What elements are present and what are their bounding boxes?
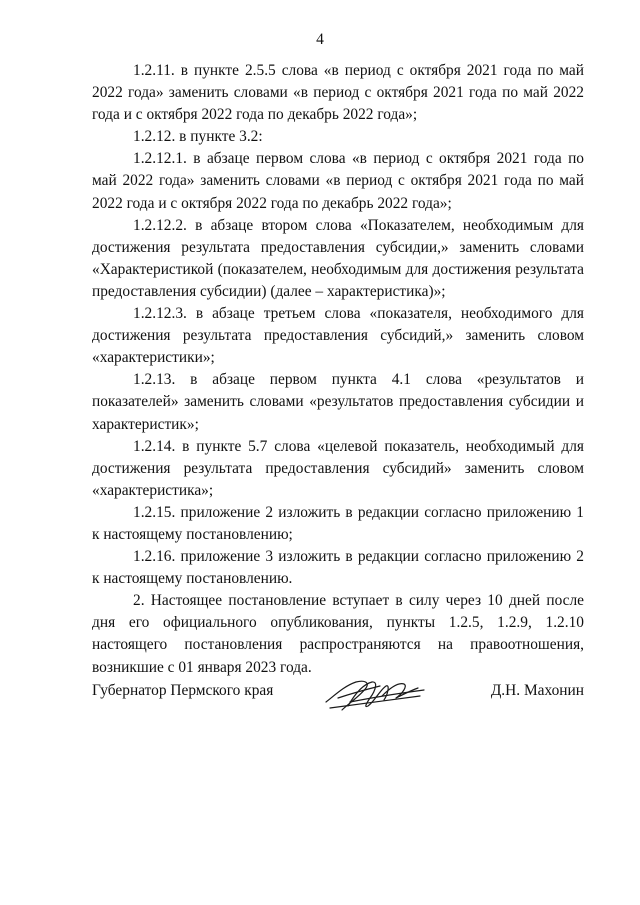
page-number: 4 — [316, 31, 324, 48]
paragraph-1-2-16: 1.2.16. приложение 3 изложить в редакции согласно приложению 2 к настоящему постановлению. — [92, 548, 584, 588]
signatory-name: Д.Н. Махонин — [490, 682, 584, 699]
paragraph-1-2-12-2: 1.2.12.2. в абзаце втором слова «Показателем, необходимым для достижения результата предоставления субсидии,» заменить словами «Характеристикой (показателем, необходимым для достижения результата предоставления субсидии) (далее – характеристика)»; — [92, 216, 584, 300]
paragraph-1-2-14: 1.2.14. в пункте 5.7 слова «целевой показатель, необходимый для достижения результата предоставления субсидий» заменить словом «характеристика»; — [92, 437, 584, 499]
document-body — [92, 60, 584, 679]
signatory-role: Губернатор Пермского края — [92, 682, 274, 699]
paragraph-1-2-15: 1.2.15. приложение 2 изложить в редакции согласно приложению 1 к настоящему постановлению; — [92, 503, 584, 543]
paragraph-1-2-12-3: 1.2.12.3. в абзаце третьем слова «показателя, необходимого для достижения результата предоставления субсидий,» заменить словом «характеристики»; — [92, 305, 584, 367]
paragraph-1-2-11: 1.2.11. в пункте 2.5.5 слова «в период с октября 2021 года по май 2022 года» заменить словами «в период с октября 2021 года по май 2022 года и с октября 2022 года по декабрь 2022 года»; — [92, 62, 584, 124]
paragraph-2: 2. Настоящее постановление вступает в силу через 10 дней после дня его официального опубликования, пункты 1.2.5, 1.2.9, 1.2.10 настоящего постановления распространяются на правоотношения, возникшие с 01 января 2023 года. — [92, 592, 584, 676]
paragraph-1-2-12-1: 1.2.12.1. в абзаце первом слова «в период с октября 2021 года по май 2022 года» заменить словами «в период с октября 2021 года по май 2022 года и с октября 2022 года по декабрь 2022 года»; — [92, 150, 584, 212]
signature-block — [92, 676, 584, 716]
paragraph-1-2-12: 1.2.12. в пункте 3.2: — [133, 128, 263, 146]
handwritten-signature — [320, 672, 432, 716]
paragraph-1-2-13: 1.2.13. в абзаце первом пункта 4.1 слова «результатов и показателей» заменить словами «результатов предоставления субсидии и характеристик»; — [92, 371, 584, 433]
